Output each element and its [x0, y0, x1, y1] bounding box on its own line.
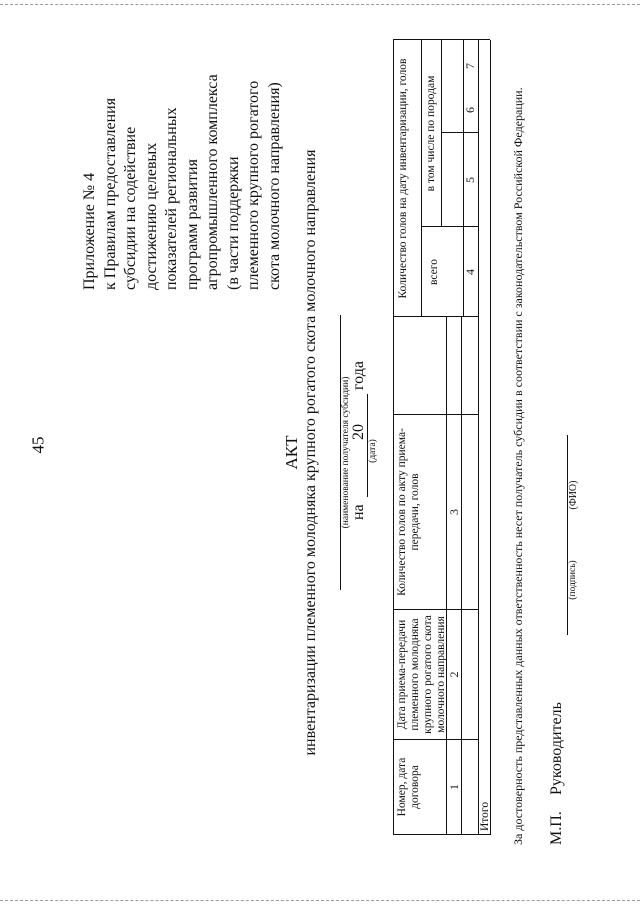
column-divider	[393, 316, 478, 317]
head-label: Руководитель	[548, 702, 565, 795]
header-transfer-date: Дата приема-передачи племенного молодняка крупного рогатого скота молочного направления	[396, 615, 447, 734]
total-label: Итого	[479, 801, 491, 831]
appendix-line: скота молочного направления)	[265, 82, 283, 290]
header-heads-by-act: Количество голов по акту приема-передачи, голов	[396, 428, 421, 596]
group-header-line	[421, 40, 422, 317]
column-number: 5	[463, 177, 477, 183]
appendix-line: агропромышленного комплекса	[204, 74, 221, 290]
appendix-line: показателей региональных	[163, 107, 180, 290]
column-number: 4	[463, 269, 477, 275]
date-prefix: на	[350, 504, 367, 520]
appendix-line: (в части поддержки	[224, 156, 242, 290]
column-number: 2	[447, 671, 461, 678]
appendix-line: Приложение № 4	[81, 172, 98, 290]
stamp-place-label: М.П.	[548, 811, 565, 845]
recipient-caption: (наименование получателя субсидии)	[341, 376, 351, 529]
appendix-line: субсидии на содействие	[122, 126, 139, 290]
column-divider	[393, 609, 478, 610]
year-word: года	[350, 361, 367, 390]
signature-caption: (подпись)	[568, 560, 578, 600]
column-number: 7	[463, 63, 477, 69]
column-divider	[441, 132, 478, 133]
column-divider	[393, 414, 478, 415]
act-title: АКТ	[282, 435, 301, 470]
table-row-line	[478, 40, 479, 835]
column-number: 3	[447, 509, 461, 515]
appendix-line: племенного крупного рогатого	[245, 80, 262, 290]
fio-caption: (ФИО)	[568, 480, 579, 510]
page-number: 45	[28, 436, 48, 454]
breeds-header-line	[441, 40, 442, 227]
appendix-block	[80, 0, 285, 290]
column-divider	[393, 739, 478, 740]
table-border-right	[393, 39, 490, 40]
table-border-top	[393, 40, 394, 835]
date-caption: (дата)	[368, 439, 378, 463]
column-divider	[421, 226, 478, 227]
appendix-line: программ развития	[183, 159, 201, 290]
appendix-line: достижению целевых	[142, 142, 160, 290]
table-border-bottom	[490, 40, 491, 835]
year-prefix: 20	[350, 424, 367, 440]
header-total: всего	[428, 259, 440, 285]
year-line	[367, 394, 368, 422]
column-number: 6	[463, 107, 477, 113]
header-contract: Номер, дата договора	[396, 757, 421, 817]
appendix-line: к Правилам предоставления	[101, 97, 119, 290]
act-subtitle: инвентаризации племенного молодняка крупного рогатого скота молочного направления	[302, 149, 319, 756]
column-number: 1	[447, 784, 461, 790]
header-inventory-group: Количество голов на дату инвентаризации, голов	[397, 58, 409, 299]
responsibility-note: За достоверность представленных данных ответственность несет получатель субсидии в соответствии с законодательством Российской Федерации.	[511, 87, 525, 845]
table-border-left	[393, 834, 490, 835]
header-by-breeds: в том числе по породам	[425, 75, 437, 192]
